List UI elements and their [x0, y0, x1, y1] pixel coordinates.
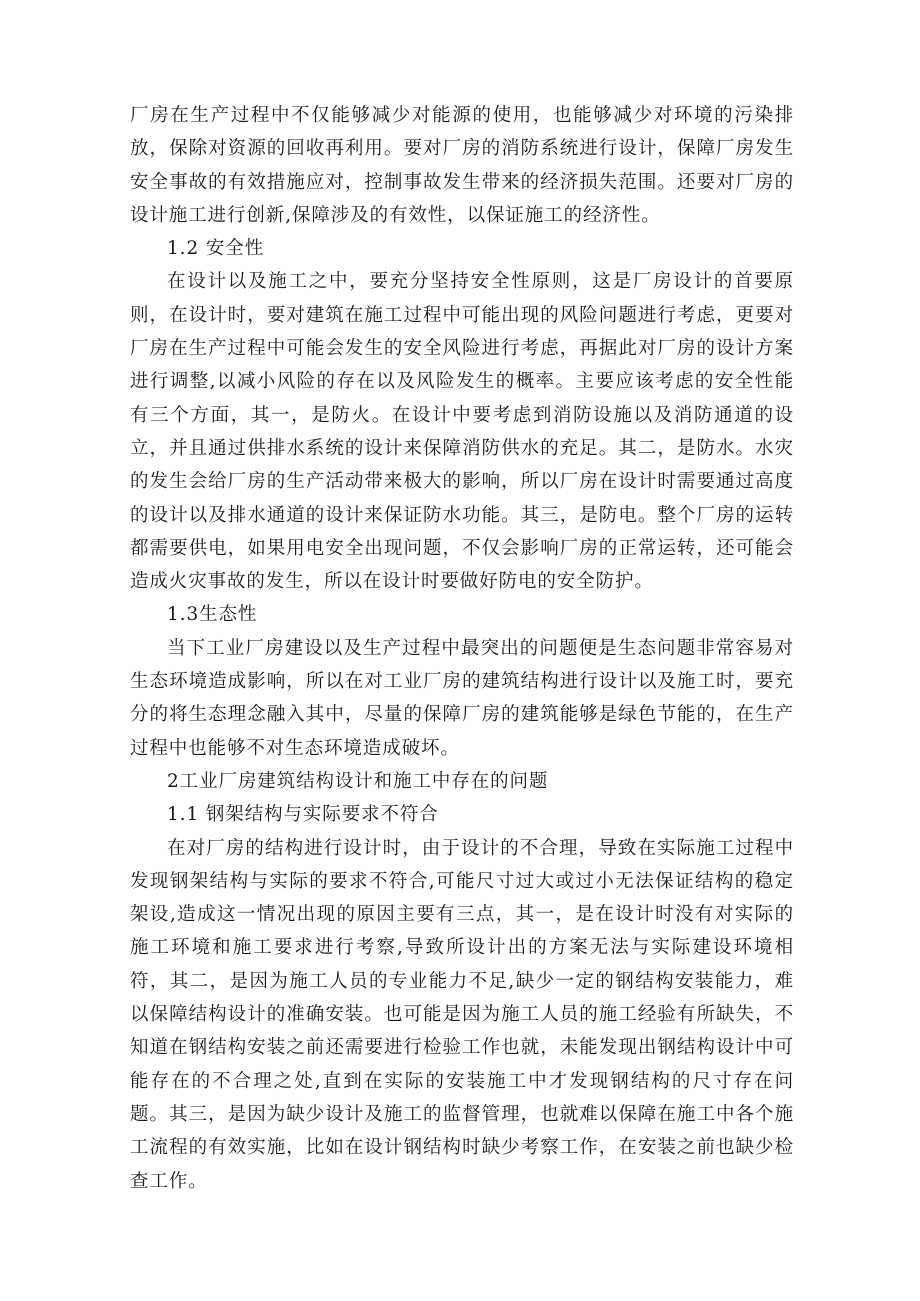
section-heading-1-2: 1.2 安全性 — [167, 238, 265, 260]
document-body — [130, 99, 794, 1198]
paragraph-ecology: 当下工业厂房建设以及生产过程中最突出的问题便是生态问题非常容易对生态环境造成影响，所以在对工业厂房的建筑结构进行设计以及施工时，要充分的将生态理念融入其中，尽量的保障厂房的建筑能够是绿色节能的，在生产过程中也能够不对生态环境造成破坏。 — [130, 637, 794, 759]
section-heading-1-3: 1.3生态性 — [167, 604, 258, 626]
section-heading-2: 2工业厂房建筑结构设计和施工中存在的问题 — [167, 770, 549, 792]
paragraph-intro-continuation: 厂房在生产过程中不仅能够减少对能源的使用，也能够减少对环境的污染排放，保除对资源的回收再利用。要对厂房的消防系统进行设计，保障厂房发生安全事故的有效措施应对，控制事故发生带来的经济损失范围。还要对厂房的设计施工进行创新,保障涉及的有效性，以保证施工的经济性。 — [130, 105, 794, 226]
paragraph-steel-structure: 在对厂房的结构进行设计时，由于设计的不合理，导致在实际施工过程中发现钢架结构与实际的要求不符合,可能尺寸过大或过小无法保证结构的稳定架设,造成这一情况出现的原因主要有三点，其一，是在设计时没有对实际的施工环境和施工要求进行考察,导致所设计出的方案无法与实际建设环境相符，其二，是因为施工人员的专业能力不足,缺少一定的钢结构安装能力，难以保障结构设计的准确安装。也可能是因为施工人员的施工经验有所缺失，不知道在钢结构安装之前还需要进行检验工作也就，未能发现出钢结构设计中可能存在的不合理之处,直到在实际的安装施工中才发现钢结构的尺寸存在问题。其三，是因为缺少设计及施工的监督管理，也就难以保障在施工中各个施工流程的有效实施，比如在设计钢结构时缺少考察工作，在安装之前也缺少检查工作。 — [130, 837, 794, 1192]
paragraph-safety: 在设计以及施工之中，要充分坚持安全性原则，这是厂房设计的首要原则，在设计时，要对建筑在施工过程中可能出现的风险问题进行考虑，更要对厂房在生产过程中可能会发生的安全风险进行考虑，再据此对厂房的设计方案进行调整,以减小风险的存在以及风险发生的概率。主要应该考虑的安全性能有三个方面，其一，是防火。在设计中要考虑到消防设施以及消防通道的设立，并且通过供排水系统的设计来保障消防供水的充足。其二，是防水。水灾的发生会给厂房的生产活动带来极大的影响，所以厂房在设计时需要通过高度的设计以及排水通道的设计来保证防水功能。其三，是防电。整个厂房的运转都需要供电，如果用电安全出现问题，不仅会影响厂房的正常运转，还可能会造成火灾事故的发生，所以在设计时要做好防电的安全防护。 — [130, 271, 794, 593]
section-heading-1-1: 1.1 钢架结构与实际要求不符合 — [167, 804, 439, 826]
